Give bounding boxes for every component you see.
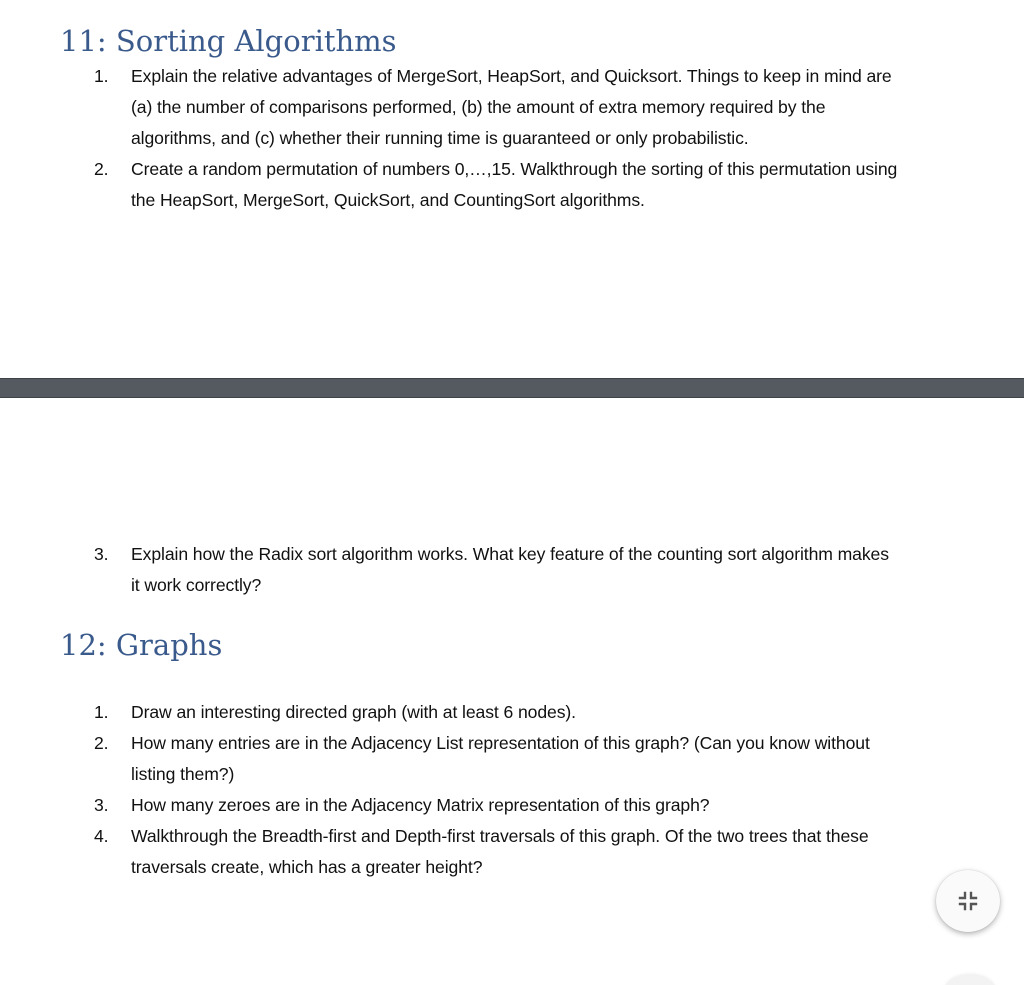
sorting-question-list	[0, 61, 1024, 216]
question-line: algorithms, and (c) whether their running time is guaranteed or only probabilistic.	[131, 128, 749, 148]
sorting-question-3	[0, 539, 1024, 601]
sorting-question-list-continued	[0, 539, 1024, 601]
question-line: listing them?)	[131, 764, 235, 784]
page-break-divider	[0, 378, 1024, 398]
sorting-question-1	[0, 61, 1024, 154]
list-number: 1.	[94, 66, 109, 86]
question-line: Draw an interesting directed graph (with at least 6 nodes).	[131, 702, 576, 722]
question-line: How many entries are in the Adjacency List representation of this graph? (Can you know without	[131, 733, 870, 753]
section-heading-graphs: 12: Graphs	[60, 628, 223, 662]
question-line: it work correctly?	[131, 575, 262, 595]
list-number: 2.	[94, 733, 109, 753]
list-number: 1.	[94, 702, 109, 722]
graphs-question-4	[0, 821, 1024, 883]
exit-fullscreen-button[interactable]	[936, 870, 1000, 932]
document-page-1	[0, 0, 1024, 378]
list-number: 3.	[94, 544, 109, 564]
question-line: (a) the number of comparisons performed, (b) the amount of extra memory required by the	[131, 97, 826, 117]
exit-fullscreen-icon	[958, 891, 978, 911]
question-line: traversals create, which has a greater height?	[131, 857, 483, 877]
section-heading-sorting: 11: Sorting Algorithms	[60, 24, 397, 58]
graphs-question-1	[0, 697, 1024, 728]
question-line: the HeapSort, MergeSort, QuickSort, and CountingSort algorithms.	[131, 190, 645, 210]
graphs-question-3	[0, 790, 1024, 821]
question-line: Explain the relative advantages of MergeSort, HeapSort, and Quicksort. Things to keep in mind are	[131, 66, 892, 86]
graphs-question-2	[0, 728, 1024, 790]
list-number: 3.	[94, 795, 109, 815]
list-number: 4.	[94, 826, 109, 846]
question-line: Walkthrough the Breadth-first and Depth-first traversals of this graph. Of the two trees that these	[131, 826, 869, 846]
list-number: 2.	[94, 159, 109, 179]
question-line: Create a random permutation of numbers 0,…,15. Walkthrough the sorting of this permutation using	[131, 159, 898, 179]
question-line: How many zeroes are in the Adjacency Matrix representation of this graph?	[131, 795, 710, 815]
sorting-question-2	[0, 154, 1024, 216]
document-page-2	[0, 398, 1024, 985]
question-line: Explain how the Radix sort algorithm works. What key feature of the counting sort algorithm makes	[131, 544, 889, 564]
graphs-question-list	[0, 697, 1024, 883]
